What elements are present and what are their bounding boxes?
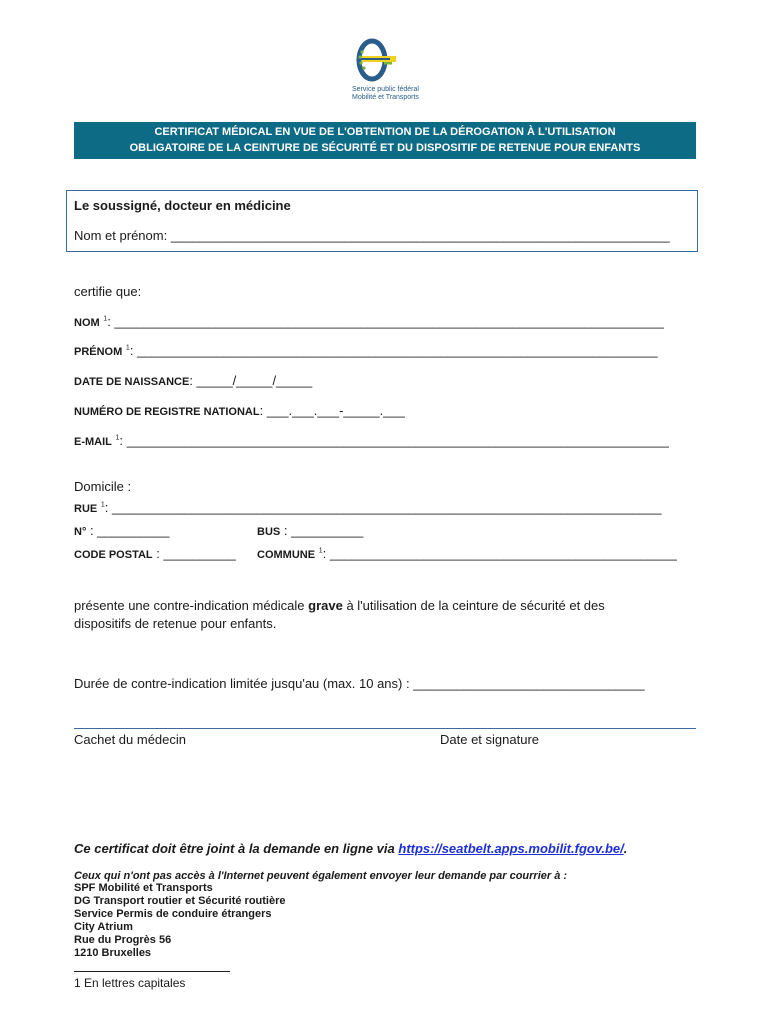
postal-code-field[interactable]: [74, 546, 236, 561]
nom-field[interactable]: [74, 314, 664, 329]
address-line: City Atrium: [74, 921, 133, 933]
address-line: 1210 Bruxelles: [74, 947, 152, 959]
nom-blank[interactable]: : ____________________________________________________________________________: [107, 314, 664, 329]
nrn-blank[interactable]: : ___.___.___-_____.___: [259, 403, 405, 418]
date-signature-label: Date et signature: [440, 732, 540, 747]
footnote-divider: [74, 971, 230, 972]
prenom-blank[interactable]: : ________________________________________________________________________: [129, 343, 658, 358]
certifies-text: certifie que:: [74, 284, 142, 299]
nom-note: 1: [103, 315, 108, 323]
prenom-note: 1: [125, 344, 130, 352]
commune-blank[interactable]: : ________________________________________________: [322, 546, 677, 561]
number-label: N°: [74, 526, 87, 538]
address-line: SPF Mobilité et Transports: [74, 882, 213, 894]
bus-blank[interactable]: : __________: [280, 523, 364, 538]
fps-mobility-logo-icon: [340, 38, 400, 84]
postal-code-label: CODE POSTAL: [74, 549, 153, 561]
address-line: DG Transport routier et Sécurité routière: [74, 895, 286, 907]
bus-label: BUS: [257, 526, 281, 538]
rue-note: 1: [100, 501, 105, 509]
dob-label: DATE DE NAISSANCE: [74, 376, 190, 388]
email-field[interactable]: [74, 433, 669, 448]
signature-divider: [74, 728, 696, 729]
rue-label: RUE: [74, 503, 98, 515]
doctor-heading: Le soussigné, docteur en médicine: [74, 198, 291, 213]
cachet-label: Cachet du médecin: [74, 732, 187, 747]
domicile-heading: Domicile :: [74, 479, 132, 494]
logo-text: Service public fédéral Mobilité et Transports: [352, 86, 419, 101]
prenom-label: PRÉNOM: [74, 346, 123, 358]
nrn-label: NUMÉRO DE REGISTRE NATIONAL: [74, 406, 260, 418]
notice-end: .: [623, 841, 628, 856]
logo: [340, 38, 440, 108]
contra-grave: grave: [308, 598, 343, 613]
doctor-name-blank[interactable]: _____________________________________________________________________: [170, 228, 670, 243]
commune-label: COMMUNE: [257, 549, 316, 561]
contra-indication-line-1: [74, 598, 605, 613]
contra-indication-line-2: dispositifs de retenue pour enfants.: [74, 616, 277, 631]
seatbelt-link[interactable]: https://seatbelt.apps.mobilit.fgov.be/: [398, 841, 624, 856]
number-blank[interactable]: : __________: [86, 523, 170, 538]
contra-part-1: présente une contre-indication médicale: [74, 598, 309, 613]
postal-code-blank[interactable]: : __________: [152, 546, 236, 561]
duration-label: Durée de contre-indication limitée jusqu'au (max. 10 ans) :: [74, 676, 414, 691]
prenom-field[interactable]: [74, 343, 658, 358]
doctor-name-label: Nom et prénom:: [74, 228, 171, 243]
commune-field[interactable]: [257, 546, 677, 561]
email-note: 1: [115, 434, 120, 442]
mail-intro: Ceux qui n'ont pas accès à l'Internet peuvent également envoyer leur demande par courrier à :: [74, 870, 568, 882]
duration-blank[interactable]: ________________________________: [413, 676, 645, 691]
doctor-name-line[interactable]: [74, 228, 670, 243]
address-line: Rue du Progrès 56: [74, 934, 172, 946]
email-blank[interactable]: : ___________________________________________________________________________: [119, 433, 669, 448]
contra-part-2: à l'utilisation de la ceinture de sécurité et des: [342, 598, 605, 613]
duration-field[interactable]: [74, 676, 645, 691]
rue-blank[interactable]: : ____________________________________________________________________________: [104, 500, 662, 515]
title-line-1: CERTIFICAT MÉDICAL EN VUE DE L'OBTENTION DE LA DÉROGATION À L'UTILISATION: [154, 126, 616, 138]
title-line-2: OBLIGATOIRE DE LA CEINTURE DE SÉCURITÉ ET DU DISPOSITIF DE RETENUE POUR ENFANTS: [129, 142, 641, 154]
dob-field[interactable]: [74, 373, 312, 388]
title-banner: [74, 122, 696, 159]
notice-text: Ce certificat doit être joint à la demande en ligne via: [74, 841, 399, 856]
nom-label: NOM: [74, 317, 100, 329]
rue-field[interactable]: [74, 500, 661, 515]
email-label: E-MAIL: [74, 436, 112, 448]
bus-field[interactable]: [257, 523, 363, 538]
address-line: Service Permis de conduire étrangers: [74, 908, 272, 920]
dob-blank[interactable]: : _____/_____/_____: [189, 373, 313, 388]
online-notice: [74, 841, 627, 856]
nrn-field[interactable]: [74, 403, 405, 418]
number-field[interactable]: [74, 523, 169, 538]
commune-note: 1: [318, 547, 323, 555]
footnote: 1 En lettres capitales: [74, 976, 186, 990]
mail-address: [74, 882, 286, 960]
